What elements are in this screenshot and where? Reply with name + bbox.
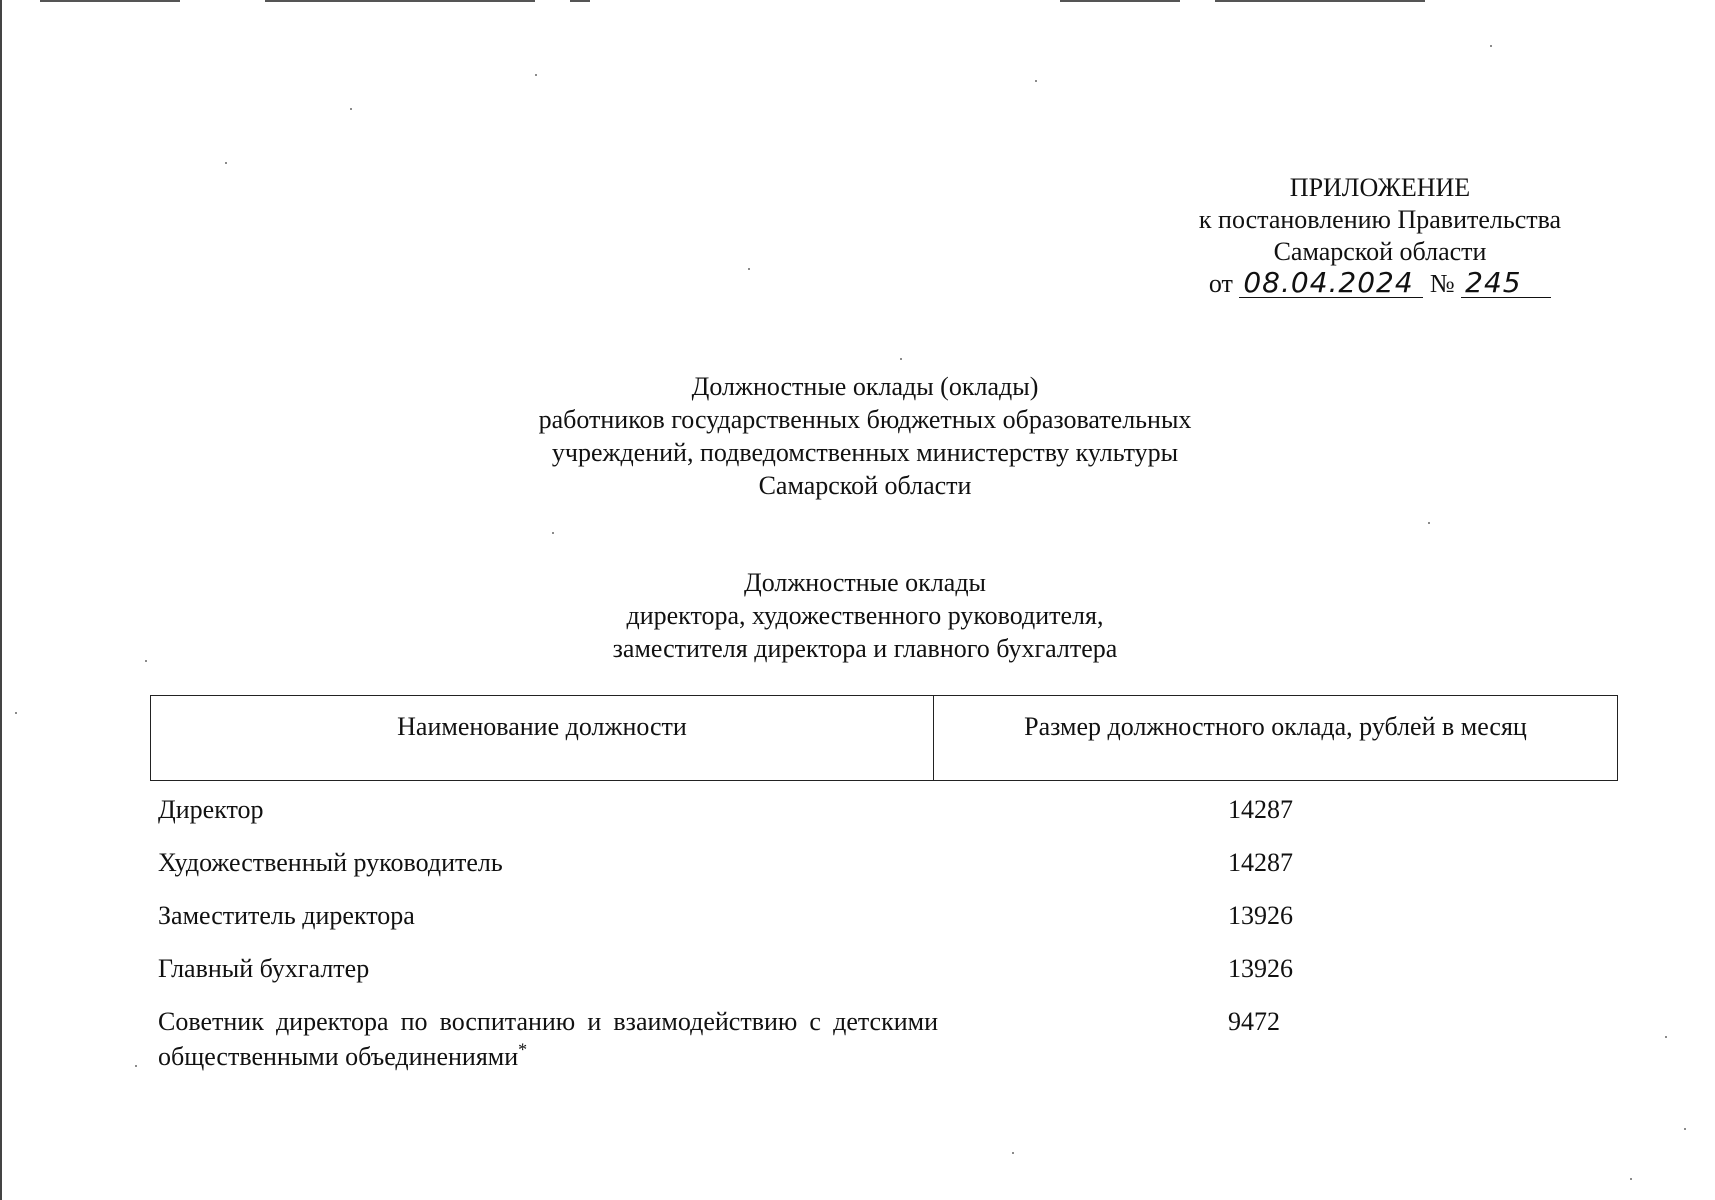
- handwritten-date: 08.04.2024: [1239, 269, 1423, 298]
- title-line-2: работников государственных бюджетных образовательных: [538, 405, 1192, 434]
- table-row: [150, 781, 1618, 834]
- scan-edge: [0, 0, 2, 1200]
- scan-speck: [1684, 1128, 1686, 1130]
- appendix-line-2: Самарской области: [1273, 237, 1487, 266]
- position-name: Заместитель директора: [158, 901, 415, 930]
- scan-artifact: [1060, 0, 1180, 2]
- scan-speck: [1035, 80, 1037, 82]
- scan-speck: [900, 358, 902, 360]
- salary-value: 14287: [1228, 795, 1293, 824]
- salary-value: 9472: [1228, 1007, 1280, 1036]
- scan-speck: [1665, 1036, 1667, 1038]
- title-line-1: Должностные оклады (оклады): [691, 372, 1039, 401]
- appendix-block: [1120, 172, 1640, 300]
- section-line-3: заместителя директора и главного бухгалтера: [612, 634, 1118, 663]
- salary-value: 14287: [1228, 848, 1293, 877]
- title-line-3: учреждений, подведомственных министерству культуры: [551, 438, 1179, 467]
- scan-artifact: [40, 0, 180, 2]
- section-line-1: Должностные оклады: [743, 568, 987, 597]
- position-name: Советник директора по воспитанию и взаимодействию с детскими общественными объединениями*: [158, 1007, 938, 1071]
- appendix-date-line: [1209, 268, 1551, 300]
- scan-speck: [748, 268, 750, 270]
- table-row: [150, 993, 1618, 1074]
- scan-speck: [552, 532, 554, 534]
- footnote-mark: *: [518, 1039, 528, 1060]
- scan-speck: [1428, 522, 1430, 524]
- section-title: [330, 566, 1400, 665]
- scan-artifact: [1215, 0, 1425, 2]
- scan-speck: [1012, 1152, 1014, 1154]
- salary-table: [150, 695, 1618, 1074]
- position-name: Директор: [158, 795, 264, 824]
- document-title: [330, 370, 1400, 502]
- scan-speck: [145, 660, 147, 662]
- scan-speck: [535, 74, 537, 76]
- scan-speck: [225, 162, 227, 164]
- from-label: от: [1208, 269, 1233, 298]
- scan-speck: [350, 108, 352, 110]
- scan-speck: [1630, 1178, 1632, 1180]
- appendix-title: ПРИЛОЖЕНИЕ: [1289, 173, 1471, 202]
- number-label: №: [1429, 269, 1455, 298]
- salary-value: 13926: [1228, 901, 1293, 930]
- table-header: [150, 695, 1618, 781]
- header-position: Наименование должности: [151, 696, 934, 780]
- section-line-2: директора, художественного руководителя,: [626, 601, 1104, 630]
- scan-speck: [15, 712, 17, 714]
- appendix-line-1: к постановлению Правительства: [1198, 205, 1562, 234]
- scan-speck: [1490, 45, 1492, 47]
- handwritten-number: 245: [1461, 269, 1551, 298]
- salary-value: 13926: [1228, 954, 1293, 983]
- table-row: [150, 940, 1618, 993]
- position-name: Главный бухгалтер: [158, 954, 370, 983]
- scan-artifact: [570, 0, 590, 2]
- header-salary: Размер должностного оклада, рублей в месяц: [1024, 712, 1527, 741]
- table-row: [150, 834, 1618, 887]
- position-name: Художественный руководитель: [158, 848, 503, 877]
- scan-artifact: [265, 0, 535, 2]
- title-line-4: Самарской области: [758, 471, 972, 500]
- scan-speck: [135, 1065, 137, 1067]
- table-row: [150, 887, 1618, 940]
